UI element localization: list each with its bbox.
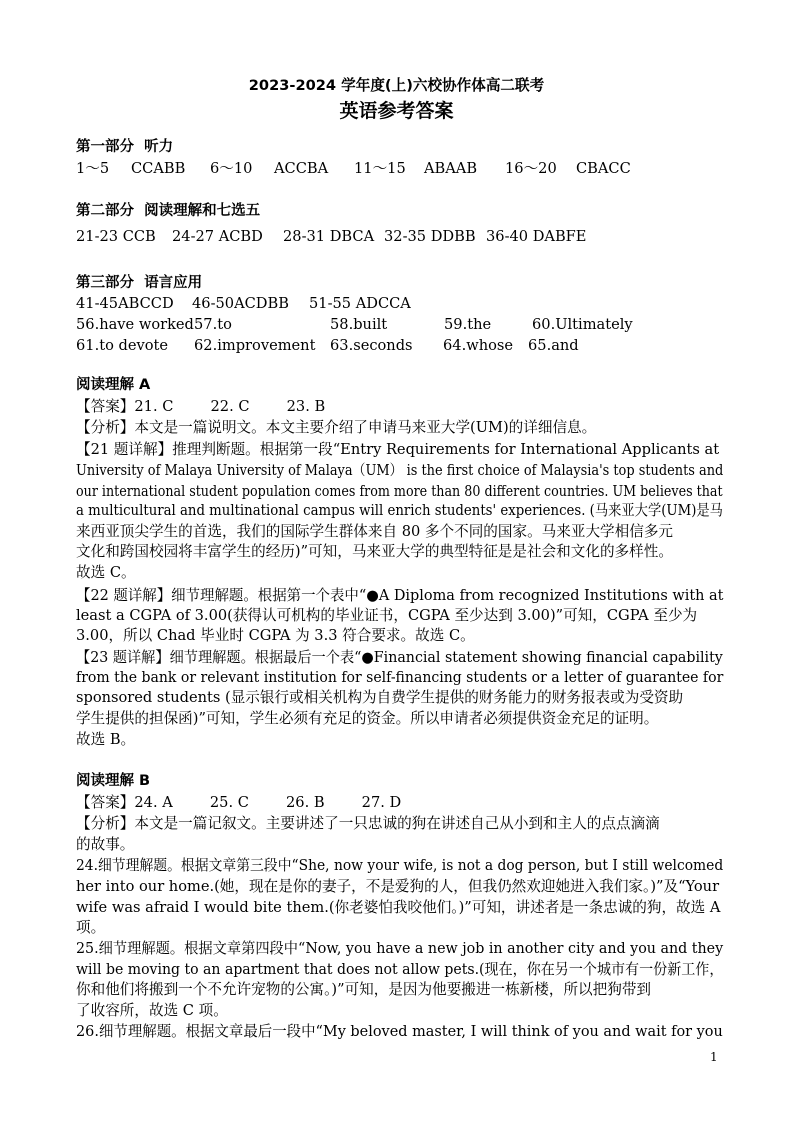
paragraph-line: 【分析】本文是一篇记叙文。主要讲述了一只忠诚的狗在讲述自己从小到和主人的点点滴滴: [76, 815, 660, 832]
paragraph-line: 项。: [76, 919, 106, 936]
part2-heading: 第二部分 阅读理解和七选五: [76, 203, 261, 219]
part1-answer: CBACC: [576, 160, 631, 177]
part1-range: 6～10: [210, 160, 253, 177]
paragraph-line: her into our home.(她，现在是你的妻子，不是爱狗的人，但我仍然欢迎她进入我们家。)”及“Your: [76, 878, 720, 895]
reading-a-answers: 【答案】21. C 22. C 23. B: [76, 398, 326, 415]
paragraph-line: 3.00，所以 Chad 毕业时 CGPA 为 3.3 符合要求。故选 C。: [76, 627, 475, 644]
paragraph-line: our international student population comes from more than 80 different countries. UM believes that: [76, 483, 723, 500]
paragraph-line: least a CGPA of 3.00(获得认可机构的毕业证书，CGPA 至少达到 3.00)”可知，CGPA 至少为: [76, 607, 698, 624]
reading-b-answers: 【答案】24. A 25. C 26. B 27. D: [76, 794, 402, 811]
paragraph-line: 故选 C。: [76, 564, 136, 581]
part1-heading: 第一部分 听力: [76, 139, 174, 155]
paragraph-line: 【22 题详解】细节理解题。根据第一个表中“●A Diploma from recognized Institutions with at: [76, 587, 724, 604]
paragraph-line: wife was afraid I would bite them.(你老婆怕我咬他们。)”可知，讲述者是一条忠诚的狗，故选 A: [76, 899, 721, 916]
part1-answer: CCABB: [131, 160, 186, 177]
part3-heading: 第三部分 语言应用: [76, 275, 203, 291]
part3-fill-answer: 58.built: [330, 316, 388, 333]
part1-range: 11～15: [354, 160, 406, 177]
paragraph-line: 25.细节理解题。根据文章第四段中“Now, you have a new job in another city and you and they: [76, 940, 724, 957]
part1-answer: ABAAB: [424, 160, 478, 177]
reading-a-heading: 阅读理解 A: [76, 377, 151, 393]
answer-key-title: 英语参考答案: [339, 100, 454, 122]
paragraph-line: 【23 题详解】细节理解题。根据最后一个表“●Financial statement showing financial capability: [76, 649, 723, 666]
paragraph-line: from the bank or relevant institution for self-financing students or a letter of guarantee for: [76, 669, 724, 686]
paragraph-line: 26.细节理解题。根据文章最后一段中“My beloved master, I will think of you and wait for you: [76, 1023, 723, 1040]
paragraph-line: 来西亚顶尖学生的首选，我们的国际学生群体来自 80 多个不同的国家。马来亚大学相信多元: [76, 523, 674, 540]
paragraph-line: University of Malaya University of Malaya（UM） is the first choice of Malaysia's top students and: [76, 462, 724, 479]
paragraph-line: 【21 题详解】推理判断题。根据第一段“Entry Requirements for International Applicants at: [76, 441, 720, 458]
part3-fill-answer: 60.Ultimately: [532, 316, 633, 333]
part1-answer: ACCBA: [274, 160, 329, 177]
part2-answer: 24-27 ACBD: [172, 228, 263, 245]
paragraph-line: will be moving to an apartment that does not allow pets.(现在，你在另一个城市有一份新工作，: [76, 961, 724, 978]
exam-title: 2023-2024 学年度(上)六校协作体高二联考: [248, 77, 545, 94]
part2-answer: 28-31 DBCA: [283, 228, 375, 245]
paragraph-line: 的故事。: [76, 836, 135, 853]
paragraph-line: 文化和跨国校园将丰富学生的经历)”可知，马来亚大学的典型特征是是社会和文化的多样性。: [76, 543, 673, 560]
paragraph-line: sponsored students (显示银行或相关机构为自费学生提供的财务能力的财务报表或为受资助: [76, 689, 684, 706]
paragraph-line: 【分析】本文是一篇说明文。本文主要介绍了申请马来亚大学(UM)的详细信息。: [76, 419, 597, 436]
part3-mc-answer: 41-45ABCCD: [76, 295, 174, 312]
paragraph-line: 24.细节理解题。根据文章第三段中“She, now your wife, is not a dog person, but I still welcomed: [76, 857, 724, 874]
part2-answer: 32-35 DDBB: [384, 228, 476, 245]
part3-fill-answer: 57.to: [194, 316, 232, 333]
part3-mc-answer: 51-55 ADCCA: [309, 295, 411, 312]
page-number: 1: [710, 1050, 718, 1064]
paragraph-line: a multicultural and multinational campus will enrich students' experiences. (马来亚大学(UM)是马: [76, 502, 723, 519]
part3-fill-answer: 61.to devote: [76, 337, 169, 354]
part3-fill-answer: 62.improvement: [194, 337, 316, 354]
paragraph-line: 你和他们将搬到一个不允许宠物的公寓。)”可知，是因为他要搬进一栋新楼，所以把狗带到: [76, 981, 652, 998]
paragraph-line: 故选 B。: [76, 731, 136, 748]
part3-fill-answer: 63.seconds: [330, 337, 413, 354]
part2-answer: 36-40 DABFE: [486, 228, 587, 245]
part3-fill-answer: 65.and: [528, 337, 579, 354]
part3-fill-answer: 64.whose: [443, 337, 514, 354]
paragraph-line: 了收容所，故选 C 项。: [76, 1002, 228, 1019]
reading-b-heading: 阅读理解 B: [76, 773, 151, 789]
paragraph-line: 学生提供的担保函)”可知，学生必须有充足的资金。所以申请者必须提供资金充足的证明。: [76, 710, 659, 727]
part1-range: 1～5: [76, 160, 110, 177]
part1-range: 16～20: [505, 160, 557, 177]
part2-answer: 21-23 CCB: [76, 228, 156, 245]
part3-mc-answer: 46-50ACDBB: [192, 295, 289, 312]
part3-fill-answer: 56.have worked: [76, 316, 194, 333]
part3-fill-answer: 59.the: [444, 316, 492, 333]
